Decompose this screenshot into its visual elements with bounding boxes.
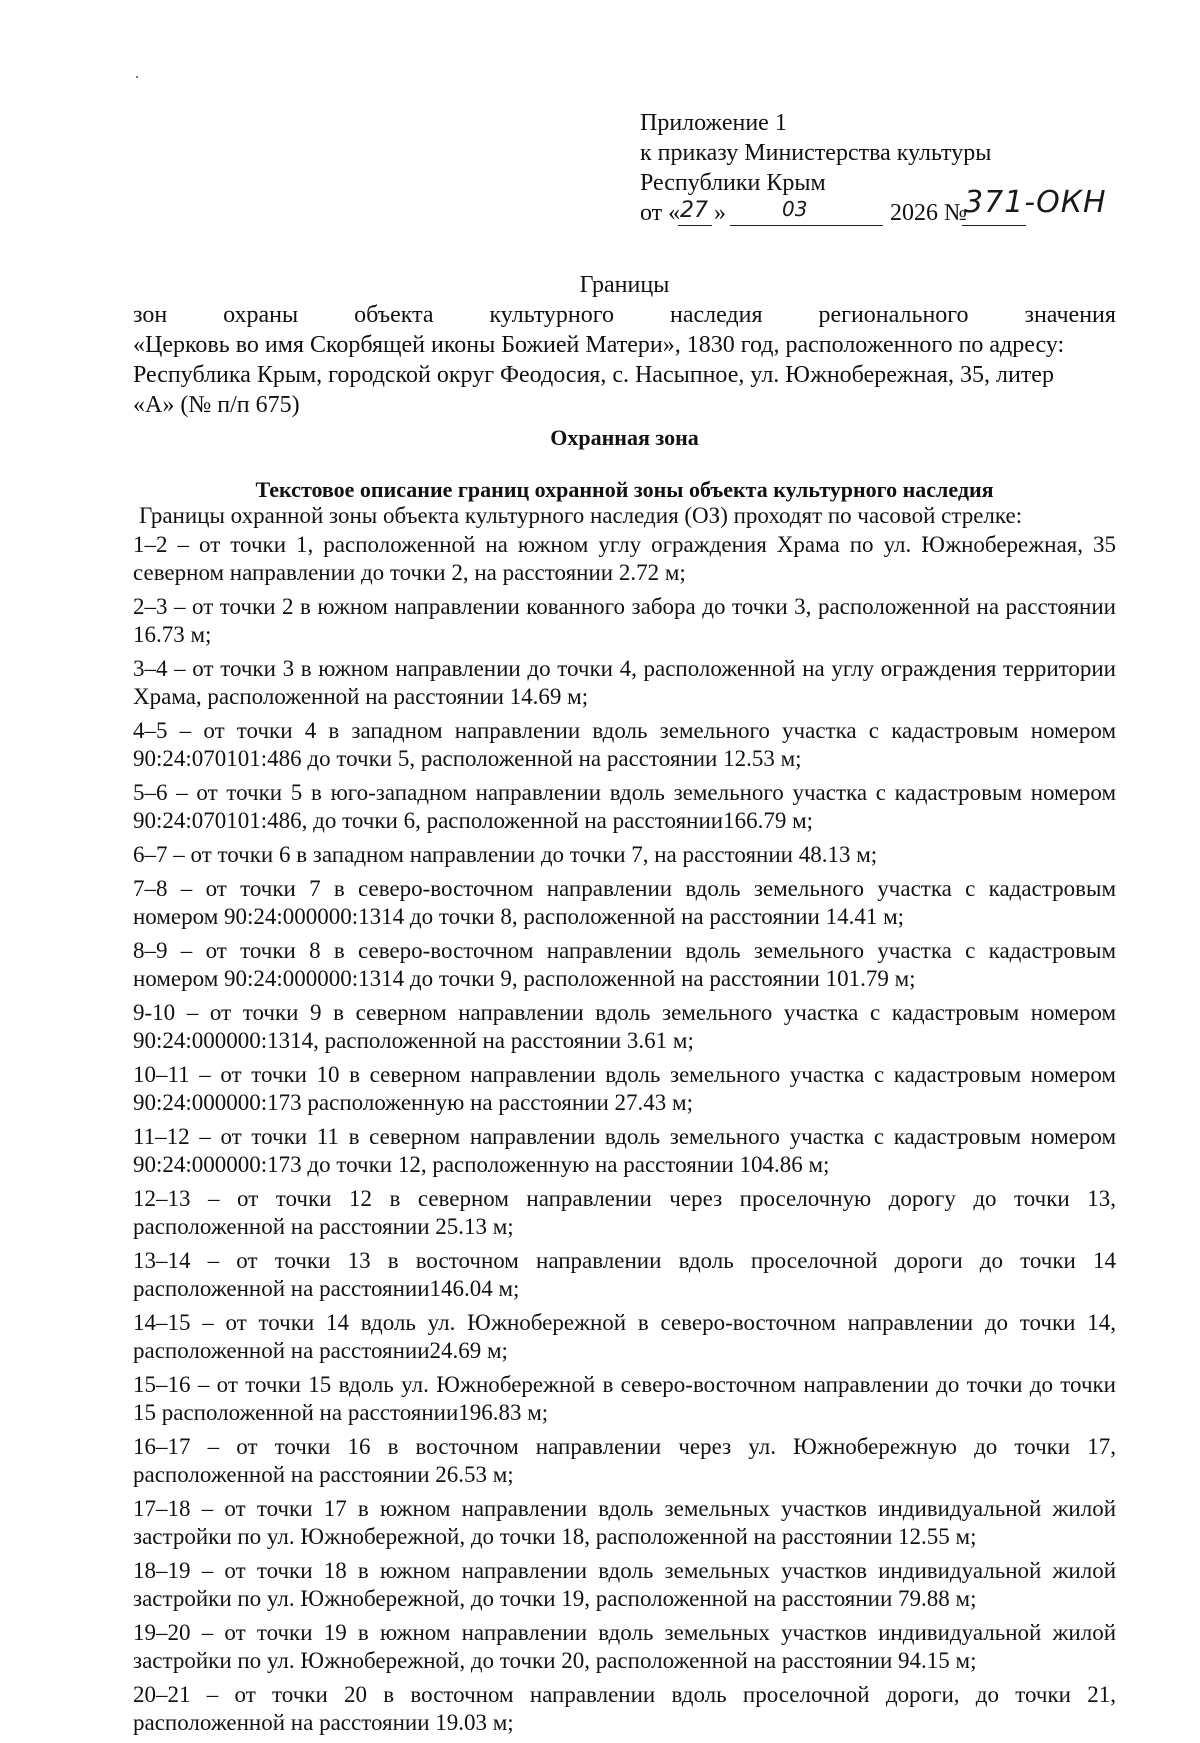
segment-paragraph: 9-10 – от точки 9 в северном направлении вдоль земельного участка с кадастровым номером 90:24:000000:1314, расположенной на расстоянии 3.61 м;: [133, 1000, 1116, 1053]
handwritten-month: 03: [782, 197, 808, 221]
subsection-title: Текстовое описание границ охранной зоны объекта культурного наследия: [255, 477, 994, 502]
year-and-number-label: 2026 №: [890, 200, 967, 226]
month-underline: [730, 225, 883, 226]
title-word: регионального: [818, 302, 969, 328]
title-heading: Границы: [579, 272, 670, 298]
title-line-1: [133, 300, 1116, 330]
title-word: культурного: [489, 302, 615, 328]
segment-paragraph: 14–15 – от точки 14 вдоль ул. Южнобережной в северо-восточном направлении до точки 14, расположенной на расстоянии24.69 м;: [133, 1310, 1116, 1363]
date-quote-close: »: [714, 200, 726, 226]
segment-paragraph: 16–17 – от точки 16 в восточном направлении через ул. Южнобережную до точки 17, расположенной на расстоянии 26.53 м;: [133, 1434, 1116, 1487]
title-word: значения: [1024, 302, 1116, 328]
segment-paragraph: 11–12 – от точки 11 в северном направлении вдоль земельного участка с кадастровым номером 90:24:000000:173 до точки 12, расположенную на расстоянии 104.86 м;: [133, 1124, 1116, 1177]
segment-paragraph: 15–16 – от точки 15 вдоль ул. Южнобережной в северо-восточном направлении до точки до точки 15 расположенной на расстоянии196.83 м;: [133, 1372, 1116, 1425]
order-date-row: [640, 185, 1160, 234]
title-line-4: «А» (№ п/п 675): [133, 392, 300, 418]
title-line-3: Республика Крым, городской округ Феодосия, с. Насыпное, ул. Южнобережная, 35, литер: [133, 362, 1054, 388]
scan-speck: [136, 76, 138, 78]
segment-paragraph: 7–8 – от точки 7 в северо-восточном направлении вдоль земельного участка с кадастровым номером 90:24:000000:1314 до точки 8, расположенной на расстоянии 14.41 м;: [133, 876, 1116, 929]
segment-paragraph: 18–19 – от точки 18 в южном направлении вдоль земельных участков индивидуальной жилой застройки по ул. Южнобережной, до точки 19, расположенной на расстоянии 79.88 м;: [133, 1558, 1116, 1611]
segment-paragraph: 4–5 – от точки 4 в западном направлении вдоль земельного участка с кадастровым номером 90:24:070101:486 до точки 5, расположенной на расстоянии 12.53 м;: [133, 718, 1116, 771]
segment-paragraph: 8–9 – от точки 8 в северо-восточном направлении вдоль земельного участка с кадастровым номером 90:24:000000:1314 до точки 9, расположенной на расстоянии 101.79 м;: [133, 938, 1116, 991]
annex-line-1: Приложение 1: [640, 110, 787, 136]
section-title: Охранная зона: [550, 425, 699, 450]
number-underline: [962, 225, 1026, 226]
title-word: наследия: [669, 302, 763, 328]
title-word: охраны: [223, 302, 299, 328]
handwritten-day: 27: [680, 198, 708, 223]
segment-paragraph: 19–20 – от точки 19 в южном направлении вдоль земельных участков индивидуальной жилой застройки по ул. Южнобережной, до точки 20, расположенной на расстоянии 94.15 м;: [133, 1620, 1116, 1673]
annex-line-3: Республики Крым: [640, 170, 826, 196]
segment-paragraph: 1–2 – от точки 1, расположенной на южном углу ограждения Храма по ул. Южнобережная, 35 северном направлении до точки 2, на расстоянии 2.72 м;: [133, 532, 1116, 585]
boundary-description: [133, 502, 1116, 1743]
segment-paragraph: 3–4 – от точки 3 в южном направлении до точки 4, расположенной на углу ограждения территории Храма, расположенной на расстоянии 14.69 м;: [133, 656, 1116, 709]
annex-line-2: к приказу Министерства культуры: [640, 140, 992, 166]
title-word: зон: [133, 302, 168, 328]
segment-paragraph: 12–13 – от точки 12 в северном направлении через проселочную дорогу до точки 13, расположенной на расстоянии 25.13 м;: [133, 1186, 1116, 1239]
annex-header: [640, 108, 1160, 234]
segment-paragraph: 6–7 – от точки 6 в западном направлении до точки 7, на расстоянии 48.13 м;: [133, 842, 878, 867]
segment-paragraph: 5–6 – от точки 5 в юго-западном направлении вдоль земельного участка с кадастровым номером 90:24:070101:486, до точки 6, расположенной на расстоянии166.79 м;: [133, 780, 1116, 833]
segment-paragraph: 13–14 – от точки 13 в восточном направлении вдоль проселочной дороги до точки 14 расположенной на расстоянии146.04 м;: [133, 1248, 1116, 1301]
intro-paragraph: Границы охранной зоны объекта культурного наследия (ОЗ) проходят по часовой стрелке:: [139, 503, 1023, 528]
title-word: объекта: [354, 302, 434, 328]
handwritten-order-number: 371-ОКН: [964, 185, 1107, 220]
document-title: [133, 270, 1116, 420]
segment-paragraph: 17–18 – от точки 17 в южном направлении вдоль земельных участков индивидуальной жилой застройки по ул. Южнобережной, до точки 18, расположенной на расстоянии 12.55 м;: [133, 1496, 1116, 1549]
title-line-2: «Церковь во имя Скорбящей иконы Божией Матери», 1830 год, расположенного по адресу:: [133, 332, 1065, 358]
day-underline: [678, 225, 712, 226]
segment-paragraph: 20–21 – от точки 20 в восточном направлении вдоль проселочной дороги, до точки 21, расположенной на расстоянии 19.03 м;: [133, 1682, 1116, 1735]
date-prefix: от «: [640, 200, 681, 226]
segment-paragraph: 2–3 – от точки 2 в южном направлении кованного забора до точки 3, расположенной на расстоянии 16.73 м;: [133, 594, 1116, 647]
segment-paragraph: 10–11 – от точки 10 в северном направлении вдоль земельного участка с кадастровым номером 90:24:000000:173 расположенную на расстоянии 27.43 м;: [133, 1062, 1116, 1115]
